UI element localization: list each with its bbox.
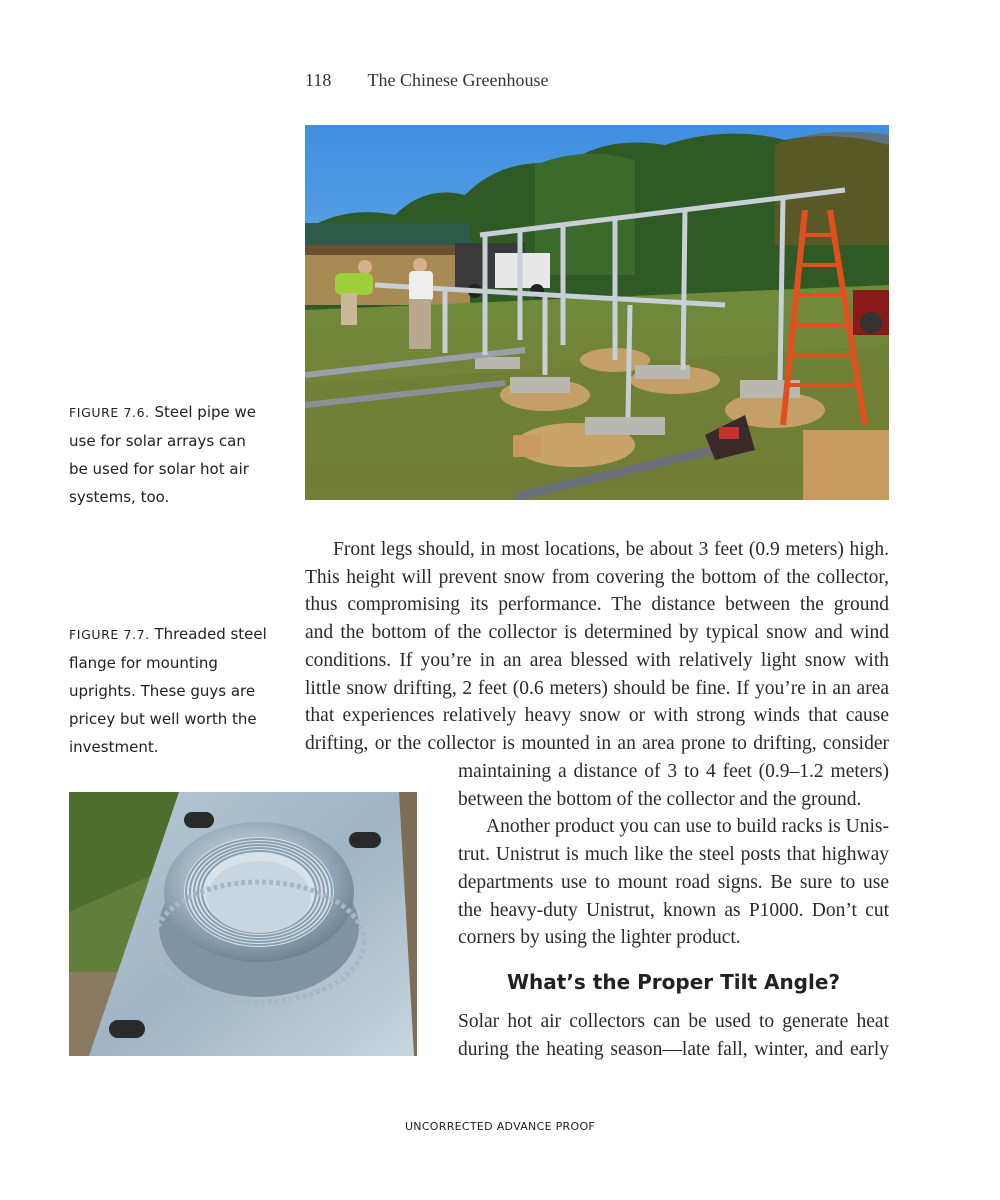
text-line: during the heating season—late fall, winter, and early [458,1038,889,1060]
steel-flange-image [69,792,417,1056]
body-paragraph-3 [458,1008,889,1063]
figure-7-7-caption [69,620,269,761]
text-line: little snow drifting, 2 feet (0.6 meters) should be fine. If you’re in an area [305,677,889,699]
text-line: thus compromising its performance. The distance between the ground [305,594,889,616]
text-line: conditions. If you’re in an area blessed with relatively light snow with [305,649,889,671]
proof-footer: UNCORRECTED ADVANCE PROOF [404,1120,596,1133]
figure-7-6-caption [69,398,269,511]
text-line: corners by using the lighter product. [458,927,741,949]
figure-7-6-label: FIGURE 7.6. [69,405,150,420]
text-line: that experiences relatively heavy snow or with strong winds that cause [305,705,889,727]
text-line: drifting, or the collector is mounted in an area prone to drifting, consider [305,732,889,754]
page-number: 118 [305,70,332,90]
text-line: Front legs should, in most locations, be about 3 feet (0.9 meters) high. [333,539,889,560]
text-line: and the bottom of the collector is determined by typical snow and wind [305,622,889,644]
running-head [305,70,548,91]
text-line: trut. Unistrut is much like the steel posts that highway [458,844,889,866]
book-title: The Chinese Greenhouse [367,70,549,90]
text-line: between the bottom of the collector and the ground. [458,788,862,810]
figure-7-6-text: Steel pipe we use for solar arrays can be used for solar hot air systems, too. [69,403,257,506]
section-heading: What’s the Proper Tilt Angle? [506,970,841,994]
text-line: Solar hot air collectors can be used to generate heat [458,1011,889,1032]
body-paragraph-1-continued-and-2 [458,758,889,952]
text-line: departments use to mount road signs. Be sure to use [458,871,889,893]
body-paragraph-1-wide [305,536,889,758]
figure-7-7-photo [69,792,417,1056]
figure-7-7-label: FIGURE 7.7. [69,627,150,642]
text-line: This height will prevent snow from covering the bottom of the collector, [305,566,889,588]
text-line: the heavy-duty Unistrut, known as P1000. Don’t cut [458,899,889,921]
figure-7-7-text: Threaded steel flange for mounting uprights. These guys are pricey but well worth the investment. [69,625,267,756]
solar-array-frame-image [305,125,889,500]
text-line: Another product you can use to build racks is Unis- [486,816,889,838]
figure-7-6-photo [305,125,889,500]
text-line: maintaining a distance of 3 to 4 feet (0.9–1.2 meters) [458,761,889,782]
